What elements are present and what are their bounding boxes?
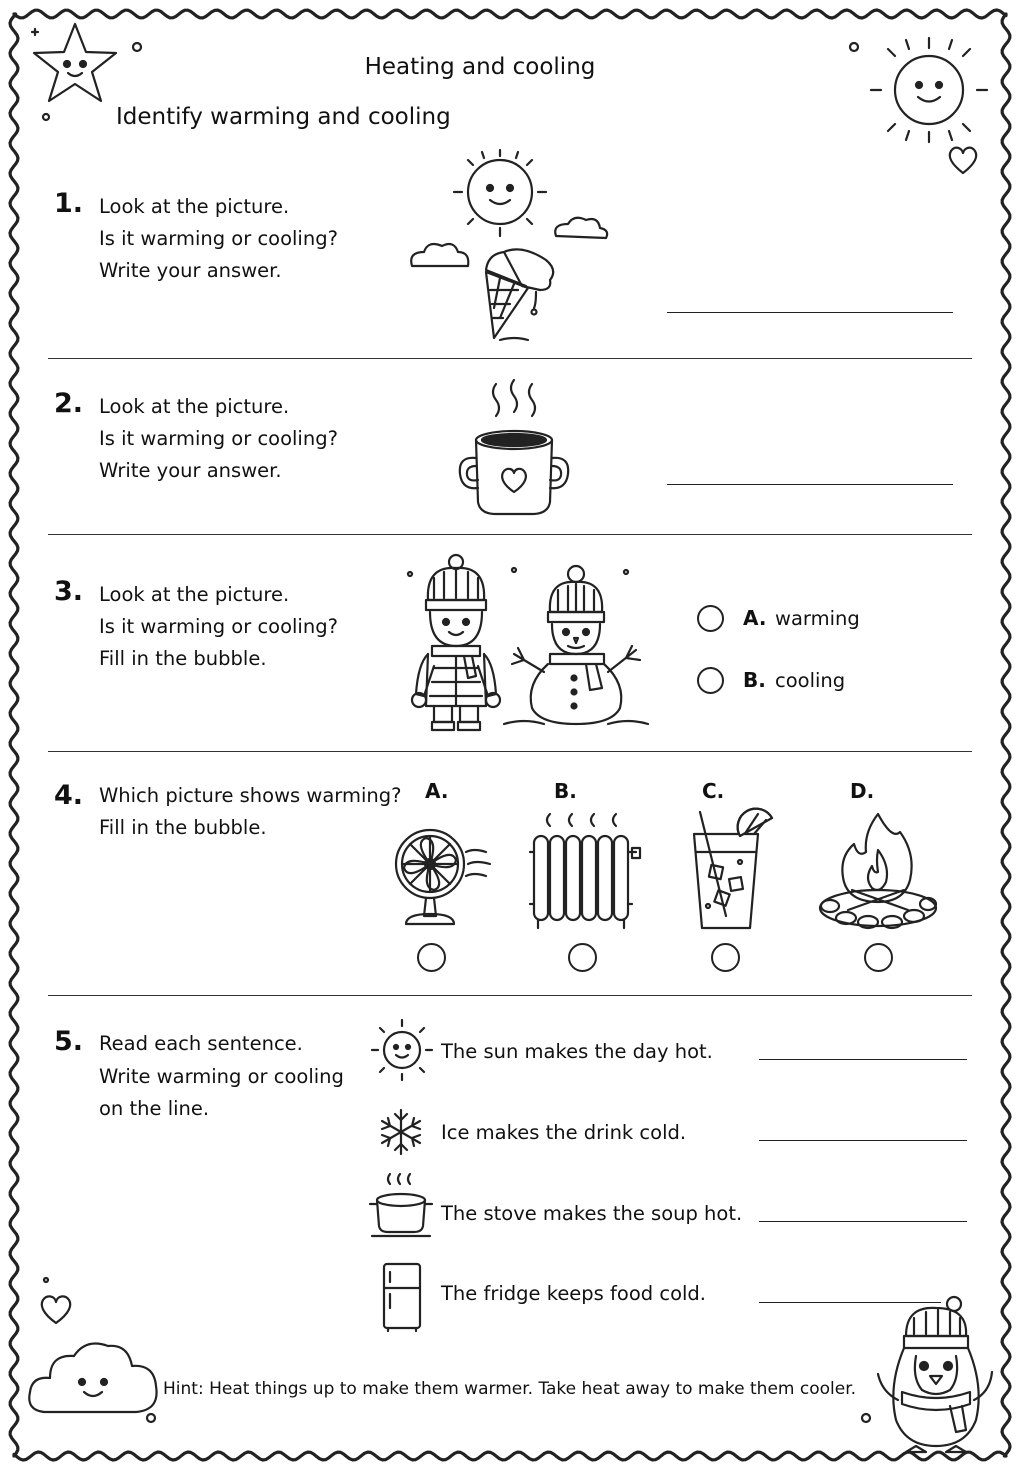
question-4-choice-b-bubble[interactable]	[568, 943, 597, 972]
section-divider	[48, 751, 972, 752]
small-circle-icon	[41, 112, 51, 122]
question-5-sentence-4: The fridge keeps food cold.	[441, 1282, 706, 1305]
question-3-option-b-bubble[interactable]	[697, 667, 724, 694]
question-5-line-1: Read each sentence.	[99, 1032, 303, 1055]
question-3-option-b-text: cooling	[775, 669, 846, 692]
question-3-line-1: Look at the picture.	[99, 583, 290, 606]
question-5-sentence-1-answer-line[interactable]	[759, 1059, 967, 1060]
question-1-line-1: Look at the picture.	[99, 195, 290, 218]
penguin-in-winter-hat-icon	[876, 1296, 996, 1454]
cooking-pot-icon	[368, 1172, 434, 1240]
question-4-choice-d-bubble[interactable]	[864, 943, 893, 972]
question-3-option-b-letter: B.	[743, 668, 766, 692]
question-5-line-2: Write warming or cooling	[99, 1065, 344, 1088]
heart-icon	[38, 1292, 74, 1326]
question-3-line-2: Is it warming or cooling?	[99, 615, 338, 638]
question-2-line-1: Look at the picture.	[99, 395, 290, 418]
question-1-line-3: Write your answer.	[99, 259, 282, 282]
question-4-choice-c-letter: C.	[702, 779, 725, 803]
small-circle-icon	[848, 41, 860, 53]
small-circle-icon	[860, 1412, 872, 1424]
small-circle-icon	[131, 41, 143, 53]
smiling-sun-icon	[866, 34, 990, 144]
question-4-choice-b-letter: B.	[554, 779, 577, 803]
question-3-option-a-bubble[interactable]	[697, 605, 724, 632]
question-5-sentence-2-answer-line[interactable]	[759, 1140, 967, 1141]
fridge-icon	[380, 1262, 424, 1332]
hint-text: Hint: Heat things up to make them warmer. Take heat away to make them cooler.	[163, 1379, 857, 1399]
question-2-number: 2.	[54, 388, 84, 419]
question-3-option-a-letter: A.	[743, 606, 767, 630]
iced-drink-icon	[686, 806, 784, 930]
smiling-cloud-icon	[24, 1332, 164, 1422]
heart-icon	[946, 144, 980, 176]
question-4-choice-c-bubble[interactable]	[711, 943, 740, 972]
question-3-number: 3.	[54, 576, 84, 607]
question-5-line-3: on the line.	[99, 1097, 210, 1120]
section-divider	[48, 358, 972, 359]
question-1-number: 1.	[54, 188, 84, 219]
worksheet-title: Heating and cooling	[364, 54, 596, 80]
question-4-line-2: Fill in the bubble.	[99, 816, 267, 839]
question-5-sentence-2: Ice makes the drink cold.	[441, 1121, 687, 1144]
question-4-number: 4.	[54, 780, 84, 811]
question-4-choice-a-bubble[interactable]	[417, 943, 446, 972]
section-divider	[48, 534, 972, 535]
question-5-sentence-1: The sun makes the day hot.	[441, 1040, 713, 1063]
question-5-sentence-3: The stove makes the soup hot.	[441, 1202, 743, 1225]
radiator-icon	[528, 812, 644, 930]
question-4-choice-a-letter: A.	[425, 779, 449, 803]
question-2-answer-line[interactable]	[667, 484, 953, 485]
question-1-answer-line[interactable]	[667, 312, 953, 313]
sun-icon	[368, 1018, 436, 1082]
question-4-line-1: Which picture shows warming?	[99, 784, 402, 807]
section-divider	[48, 995, 972, 996]
question-4-choice-d-letter: D.	[850, 779, 875, 803]
snowflake-icon	[378, 1108, 424, 1156]
question-5-number: 5.	[54, 1026, 84, 1057]
question-1-line-2: Is it warming or cooling?	[99, 227, 338, 250]
fan-icon	[392, 826, 496, 930]
small-circle-icon	[145, 1412, 157, 1424]
question-3-line-3: Fill in the bubble.	[99, 647, 267, 670]
question-2-line-2: Is it warming or cooling?	[99, 427, 338, 450]
child-in-winter-clothes-icon	[404, 554, 508, 734]
small-circle-icon	[42, 1276, 50, 1284]
hot-cocoa-mug-icon	[456, 376, 572, 518]
question-3-option-a-text: warming	[775, 607, 860, 630]
question-5-sentence-3-answer-line[interactable]	[759, 1221, 967, 1222]
snowman-icon	[504, 562, 648, 728]
ice-cream-in-sun-icon	[404, 150, 616, 346]
campfire-icon	[816, 810, 940, 932]
worksheet-subtitle: Identify warming and cooling	[116, 104, 451, 130]
question-2-line-3: Write your answer.	[99, 459, 282, 482]
